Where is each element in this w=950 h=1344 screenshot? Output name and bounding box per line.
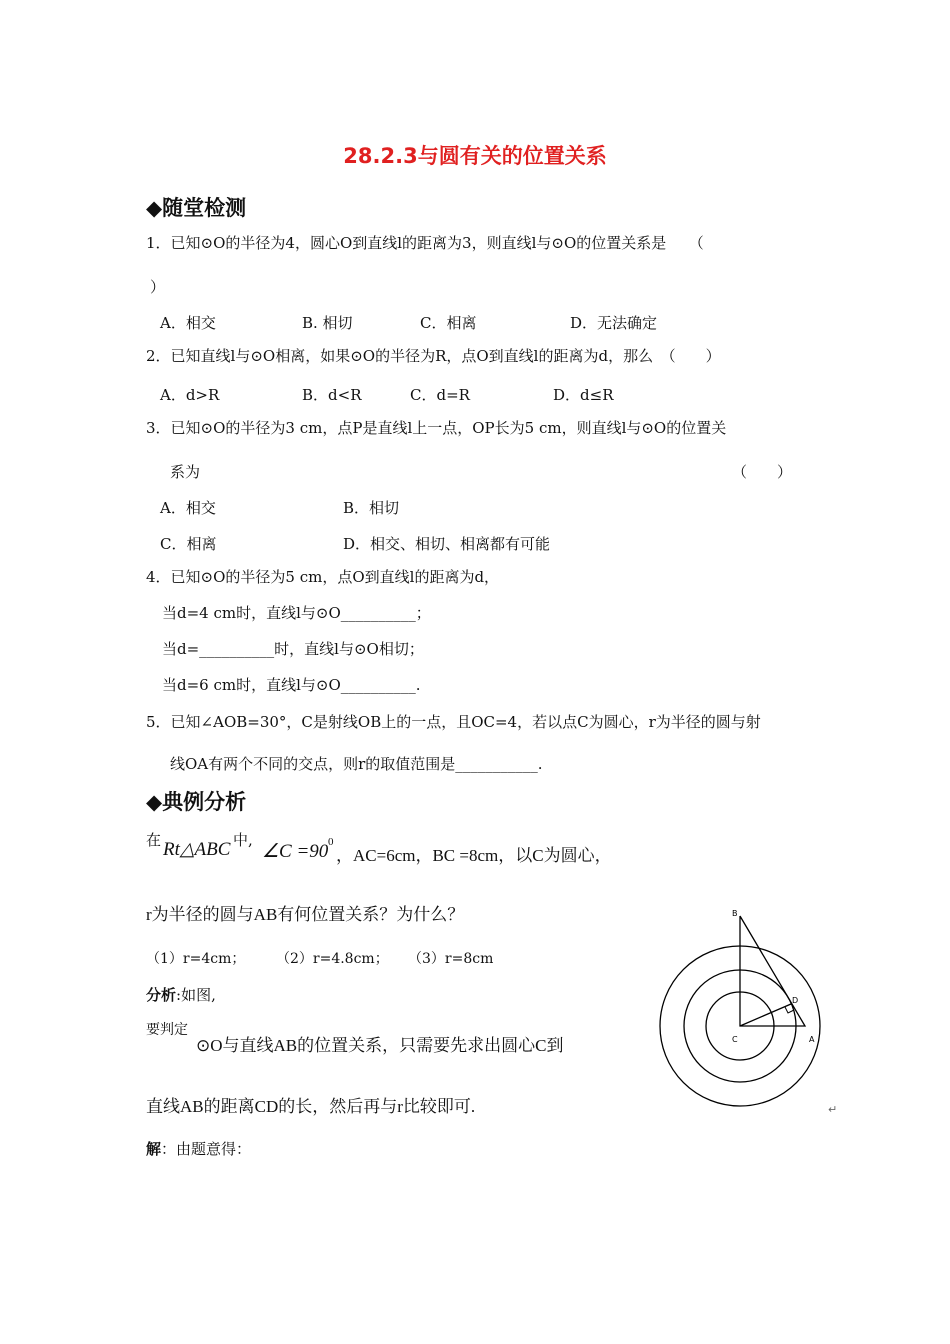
label-b: B [732, 909, 738, 918]
example-case-3: （3）r=8cm [408, 951, 494, 967]
q1-option-d: D．无法确定 [570, 314, 658, 332]
question-4-text: 4．已知⊙O的半径为5 cm，点O到直线l的距离为d， [146, 568, 500, 586]
section-heading-example: ◆典例分析 [146, 790, 247, 814]
question-3-paren: （ ） [732, 463, 793, 481]
q1-option-c: C．相离 [420, 314, 477, 332]
q3-option-b: B．相切 [343, 499, 400, 517]
analysis-text: :如图, [176, 986, 216, 1004]
example-case-1: （1）r=4cm； [146, 951, 246, 967]
example-angle: ∠C =90 [262, 841, 329, 862]
question-4-blank-a: 当d=4 cm时，直线l与⊙O__________； [162, 604, 431, 622]
q3-option-a: A．相交 [160, 499, 216, 517]
section-heading-practice: ◆随堂检测 [146, 196, 247, 220]
question-1-paren: ） [150, 278, 166, 296]
segment-cd [740, 1004, 791, 1026]
geometry-figure [650, 900, 840, 1120]
return-mark: ↵ [828, 1103, 838, 1116]
page-title: 28.2.3与圆有关的位置关系 [343, 144, 607, 168]
question-4-blank-b: 当d=__________时，直线l与⊙O相切； [162, 640, 424, 658]
label-c: C [732, 1035, 738, 1044]
solution-text: ：由题意得： [161, 1140, 252, 1158]
q2-option-b: B．d<R [302, 386, 362, 404]
q2-option-c: C．d=R [410, 386, 470, 404]
question-4-blank-c: 当d=6 cm时，直线l与⊙O__________. [162, 676, 421, 694]
solution-label: 解 [146, 1140, 162, 1158]
question-2-text: 2．已知直线l与⊙O相离，如果⊙O的半径为R，点O到直线l的距离为d，那么 （ ） [146, 347, 721, 365]
example-zhong: 中, [233, 831, 253, 849]
q2-option-d: D．d≤R [553, 386, 614, 404]
question-5-continued: 线OA有两个不同的交点，则r的取值范围是___________. [170, 755, 543, 773]
example-degree-sup: 0 [328, 836, 334, 848]
question-3-continued: 系为 [170, 463, 201, 481]
example-case-2: （2）r=4.8cm； [276, 951, 389, 967]
label-a: A [809, 1035, 815, 1044]
analysis-line-a: ⊙O与直线AB的位置关系，只需要先求出圆心C到 [196, 1036, 564, 1055]
example-zai: 在 [146, 831, 162, 849]
q3-option-c: C．相离 [160, 535, 217, 553]
analysis-line-b: 直线AB的距离CD的长，然后再与r比较即可. [146, 1097, 476, 1116]
solution-line [146, 1138, 251, 1159]
question-5-text: 5．已知∠AOB=30°，C是射线OB上的一点，且OC=4，若以点C为圆心，r为半径的圆与射 [146, 713, 761, 731]
q2-option-a: A．d>R [160, 386, 220, 404]
q3-option-d: D．相交、相切、相离都有可能 [343, 535, 551, 553]
label-d: D [792, 996, 799, 1005]
analysis-yaopanding: 要判定 [146, 1022, 188, 1038]
example-given: ，AC=6cm，BC =8cm，以C为圆心， [336, 846, 612, 865]
question-1-text: 1．已知⊙O的半径为4，圆心O到直线l的距离为3，则直线l与⊙O的位置关系是 （ [146, 234, 704, 252]
q1-option-a: A．相交 [160, 314, 216, 332]
analysis-label: 分析 [146, 986, 177, 1004]
example-question: r为半径的圆与AB有何位置关系？为什么？ [146, 905, 465, 924]
question-3-text: 3．已知⊙O的半径为3 cm，点P是直线l上一点，OP长为5 cm，则直线l与⊙O的位置关 [146, 419, 727, 437]
example-rt-triangle: Rt△ABC [163, 839, 231, 860]
analysis-line [146, 984, 216, 1005]
q1-option-b: B. 相切 [302, 314, 353, 332]
